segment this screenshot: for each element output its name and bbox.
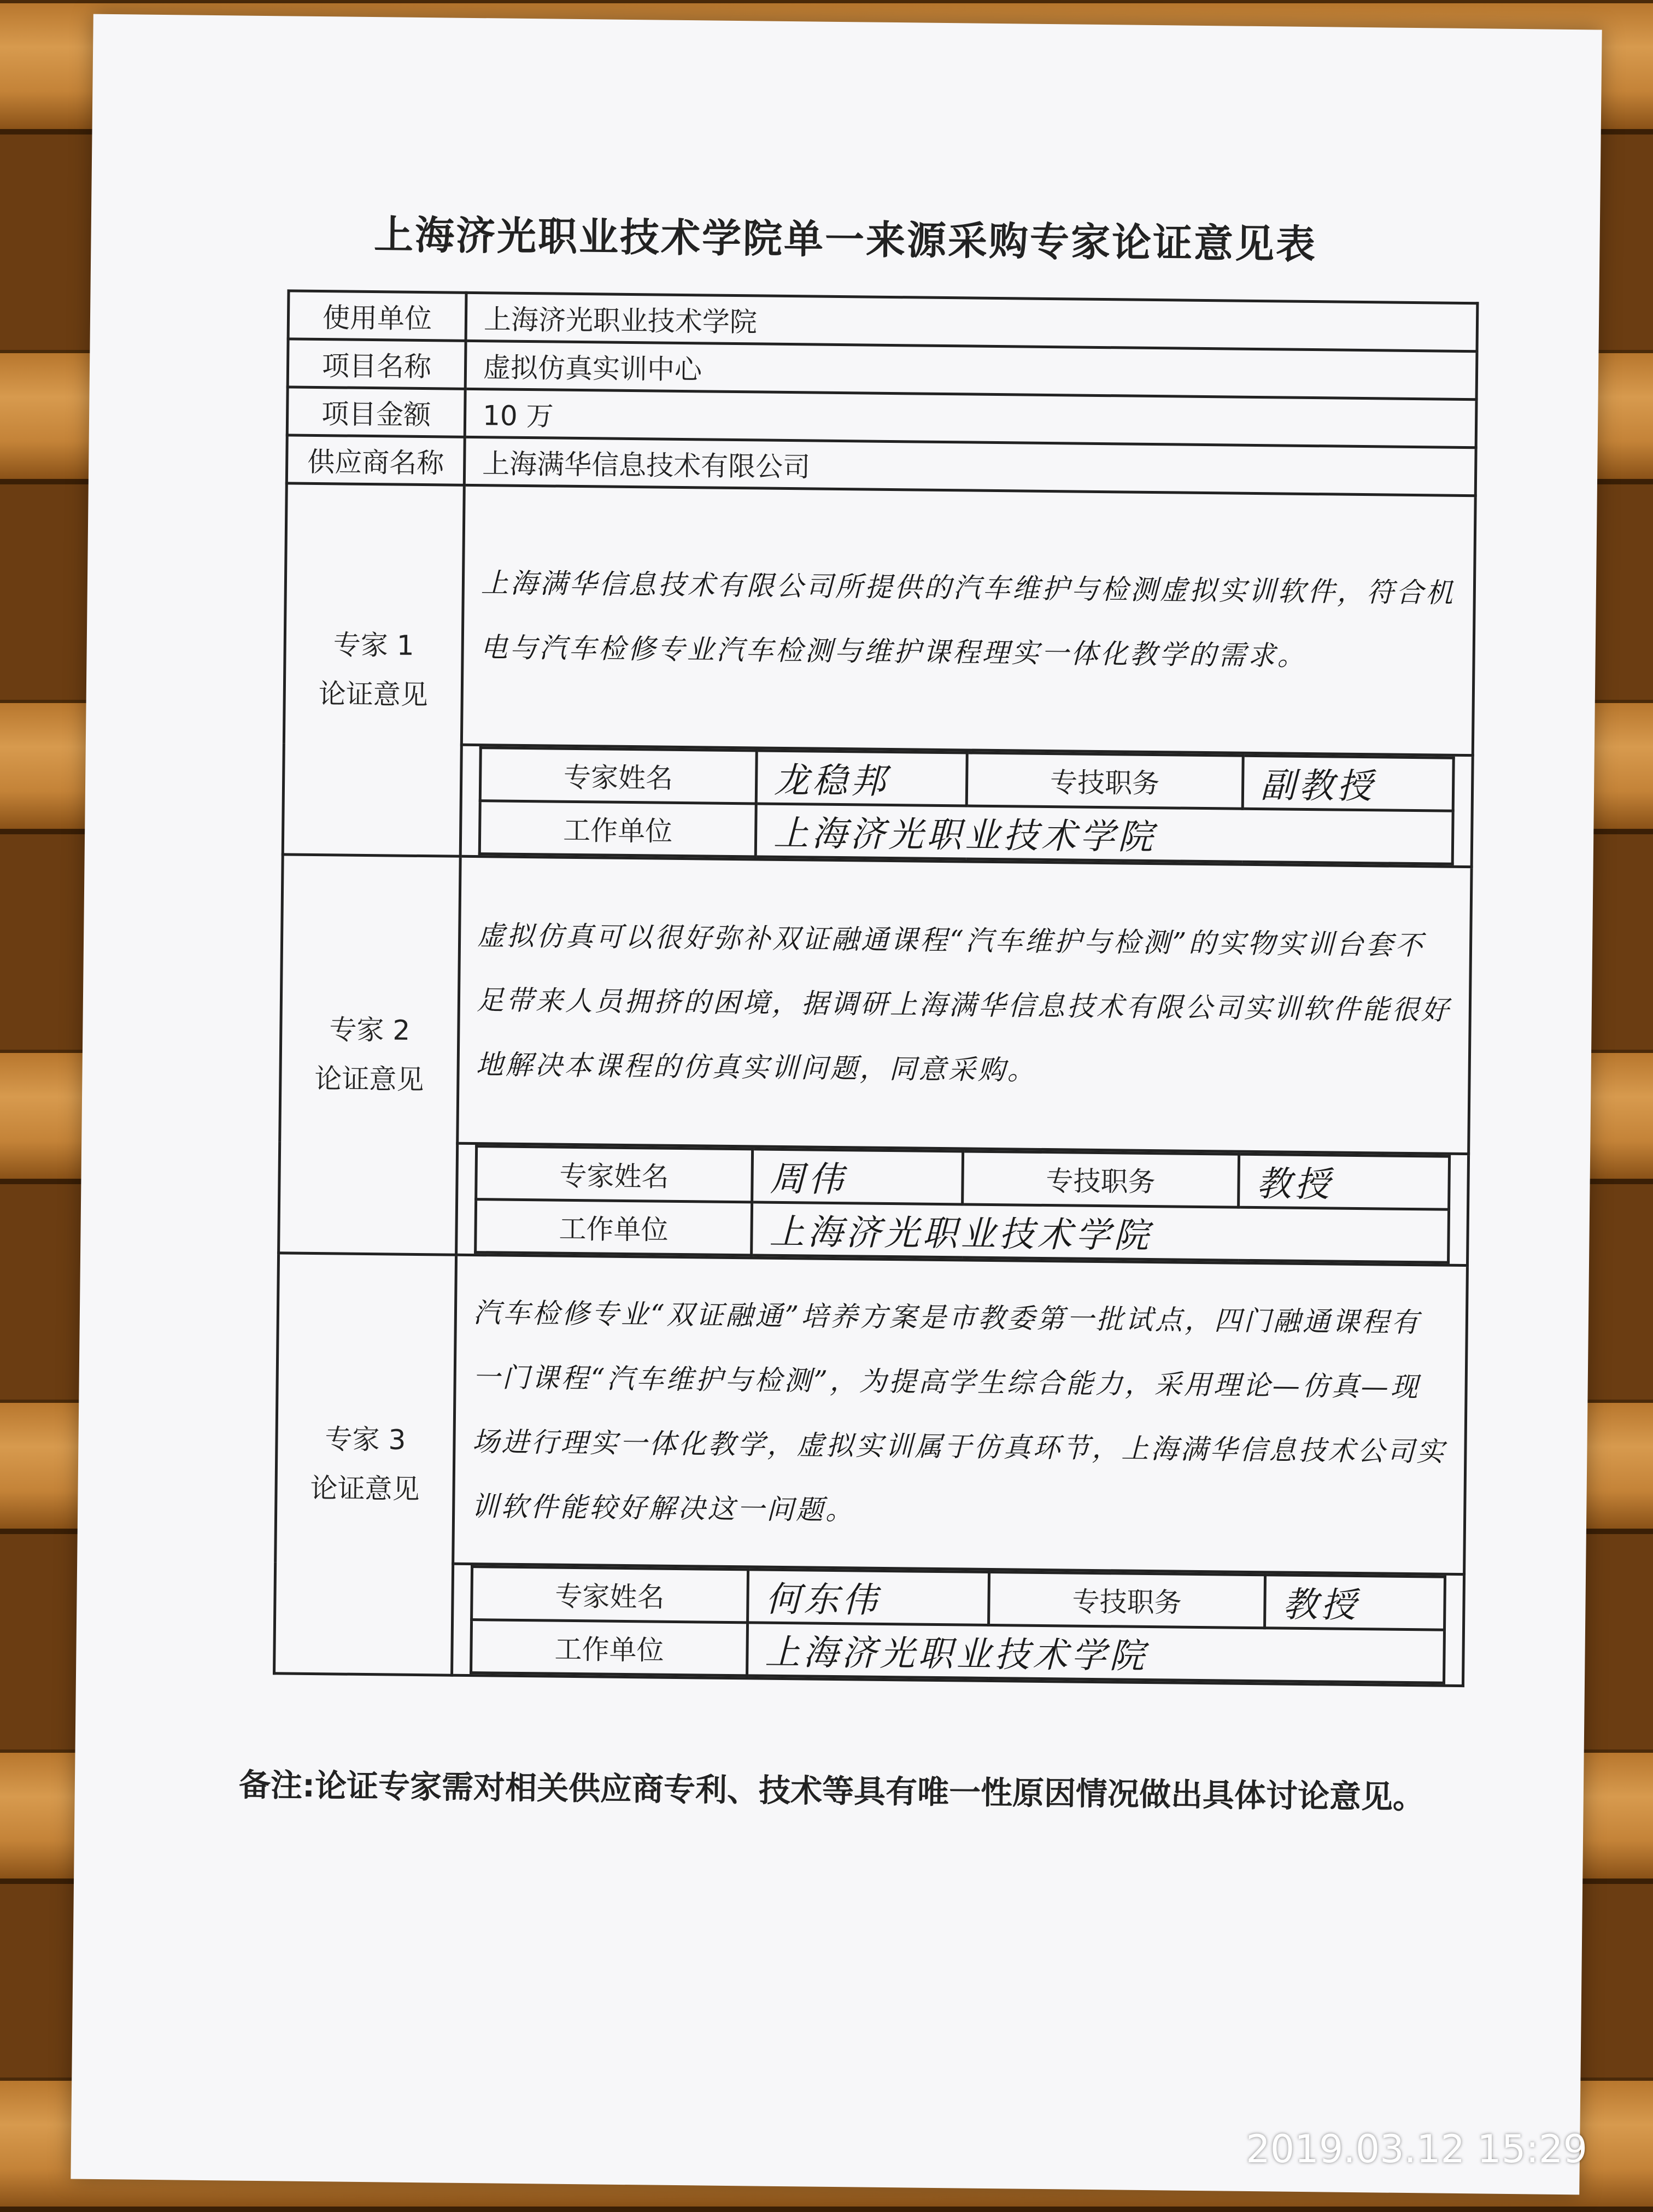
photo-timestamp: 2019.03.12 15:29 <box>1246 2127 1587 2172</box>
project-value: 虚拟仿真实训中心 <box>465 341 1477 399</box>
expert-3-info-row <box>274 1562 1464 1686</box>
expert-3-label-number: 专家 3 <box>325 1423 406 1456</box>
expert-3-opinion-row <box>276 1253 1468 1575</box>
expert-3-name-label: 专家姓名 <box>472 1567 748 1623</box>
amount-value: 10 万 <box>465 389 1476 447</box>
expert-3-name: 何东伟 <box>748 1570 989 1625</box>
expert-2-label <box>279 855 461 1255</box>
expert-3-workplace-label: 工作单位 <box>471 1620 748 1676</box>
expert-1-opinion: 上海满华信息技术有限公司所提供的汽车维护与检测虚拟实训软件，符合机电与汽车检修专业汽车检测与维护课程理实一体化教学的需求。 <box>461 485 1475 755</box>
expert-1-name-label: 专家姓名 <box>480 748 757 804</box>
form-title: 上海济光职业技术学院单一来源采购专家论证意见表 <box>373 212 1317 268</box>
supplier-value: 上海满华信息技术有限公司 <box>464 437 1476 495</box>
amount-label: 项目金额 <box>287 387 465 437</box>
expert-1-title: 副教授 <box>1242 756 1453 811</box>
project-label: 项目名称 <box>288 339 466 389</box>
expert-1-label-number: 专家 1 <box>333 629 414 662</box>
form-paper <box>71 14 1602 2195</box>
expert-3-label-text: 论证意见 <box>310 1472 420 1506</box>
form-note: 备注:论证专家需对相关供应商专利、技术等具有唯一性原因情况做出具体讨论意见。 <box>238 1766 1425 1816</box>
expert-3-info-table <box>470 1565 1446 1684</box>
expert-2-info-row <box>279 1142 1469 1266</box>
expert-1-info-table <box>478 746 1455 865</box>
unit-value: 上海济光职业技术学院 <box>466 292 1478 351</box>
expert-2-name: 周伟 <box>752 1149 963 1204</box>
expert-1-label <box>283 483 464 856</box>
expert-3-info <box>452 1564 1464 1686</box>
expert-1-label-text: 论证意见 <box>318 678 429 711</box>
expert-1-info-row <box>283 743 1473 867</box>
expert-1-title-label: 专技职务 <box>966 753 1243 809</box>
expert-3-label <box>274 1253 456 1675</box>
expert-2-label-text: 论证意见 <box>314 1063 424 1096</box>
expert-2-title-label: 专技职务 <box>963 1151 1239 1207</box>
expert-3-title-label: 专技职务 <box>989 1572 1265 1628</box>
expert-1-info <box>460 745 1473 867</box>
expert-1-opinion-row <box>284 483 1475 756</box>
expert-3-workplace: 上海济光职业技术学院 <box>747 1623 1445 1683</box>
unit-label: 使用单位 <box>288 291 466 341</box>
expert-3-opinion: 汽车检修专业“双证融通”培养方案是市教委第一批试点，四门融通课程有一门课程“汽车维护与检测”，为提高学生综合能力，采用理论—仿真—现场进行理实一体化教学，虚拟实训属于仿真环节，上海满华信息技术公司实训软件能较好解决这一问题。 <box>453 1255 1468 1574</box>
expert-2-workplace-label: 工作单位 <box>476 1199 752 1255</box>
expert-2-label-number: 专家 2 <box>329 1014 411 1046</box>
expert-2-workplace: 上海济光职业技术学院 <box>752 1202 1449 1262</box>
expert-2-opinion: 虚拟仿真可以很好弥补双证融通课程“汽车维护与检测”的实物实训台套不足带来人员拥挤的困境，据调研上海满华信息技术有限公司实训软件能很好地解决本课程的仿真实训问题，同意采购。 <box>458 856 1472 1154</box>
expert-2-title: 教授 <box>1239 1154 1450 1209</box>
supplier-label: 供应商名称 <box>286 435 465 485</box>
expert-2-name-label: 专家姓名 <box>476 1146 753 1202</box>
form-table <box>273 289 1479 1687</box>
expert-2-info-table <box>474 1145 1451 1264</box>
expert-2-opinion-row <box>280 855 1472 1154</box>
expert-1-workplace: 上海济光职业技术学院 <box>755 804 1453 864</box>
expert-3-title: 教授 <box>1265 1575 1445 1630</box>
expert-2-info <box>456 1143 1469 1265</box>
expert-1-name: 龙稳邦 <box>756 751 967 806</box>
expert-1-workplace-label: 工作单位 <box>479 801 756 857</box>
